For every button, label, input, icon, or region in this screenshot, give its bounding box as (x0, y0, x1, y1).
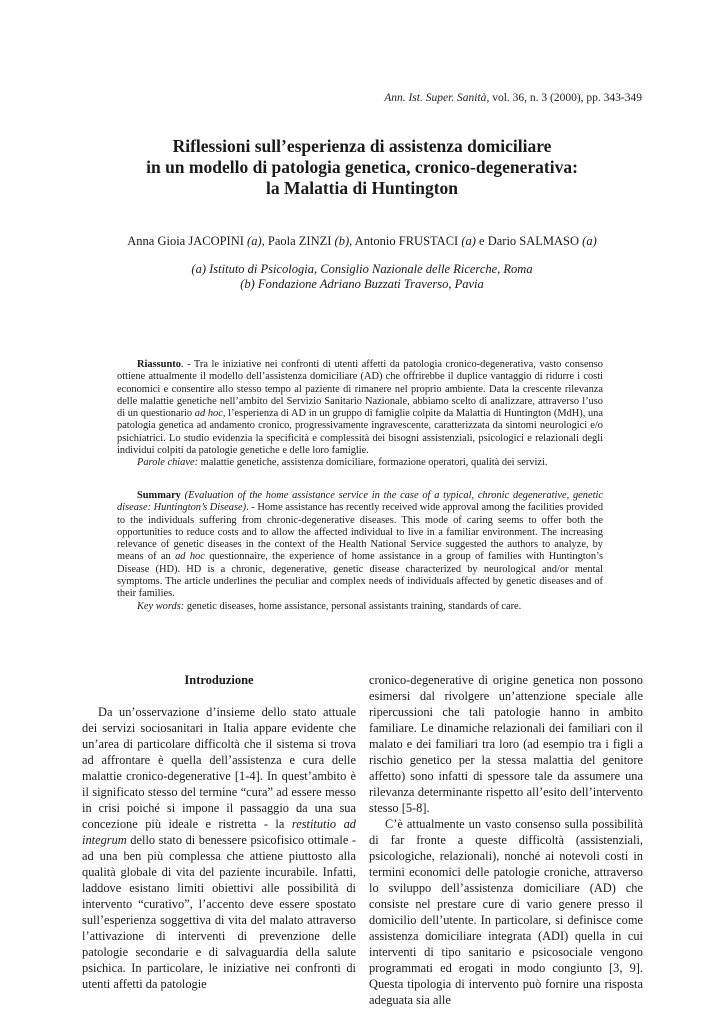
journal-details: , vol. 36, n. 3 (2000), pp. 343-349 (486, 92, 642, 104)
journal-name: Ann. Ist. Super. Sanità (384, 92, 487, 104)
title-line-2: in un modello di patologia genetica, cronico-degenerativa: (146, 157, 578, 177)
intro-paragraph-1 (82, 704, 356, 992)
journal-reference (384, 92, 642, 104)
intro-paragraph-2: C’è attualmente un vasto consenso sulla possibilità di far fronte a queste difficoltà (assistenziali, psicologiche, relazionali), nonché ai notevoli costi in termini economici delle patologie croniche, attraverso lo sviluppo dell’assistenza domiciliare (AD) che consiste nel prestare cure di vario genere presso il domicilio dell’utente. In particolare, si definisce come assistenza domiciliare integrata (ADI) quella in cui interventi di tipo sanitario e psicosociale vengono programmati ed erogati in modo congiunto [3, 9]. Questa tipologia di intervento può fornire una risposta adeguata sia alle (369, 817, 643, 1007)
summary-text-2: questionnaire, the experience of home assistance in a group of families with Huntington’s Disease (HD). HD is a chronic, degenerative, genetic disease characterized by neurological and/or mental symptoms. The article underlines the peculiar and complex needs of individuals affected by genetic diseases and of their families. (117, 551, 603, 600)
summary-body (117, 490, 603, 601)
author-list (40, 234, 684, 249)
intro-paragraph-1-cont: cronico-degenerative di origine genetica non possono esimersi dal rivolgere un’attenzione speciale alle ripercussioni che tali patologie hanno in ambito familiare. Le dinamiche relazionali dei familiari con il malato e dei familiari tra loro (ad esempio tra i figli a rischio genetico per la stessa malattia del genitore affetto) sono infatti di spessore tale da assumere una rilevanza determinante rispetto all’esito dell’intervento stesso [5-8]. (369, 673, 643, 815)
right-column (369, 672, 643, 1008)
article-title (60, 136, 664, 199)
author-4: e Dario SALMASO (475, 234, 583, 248)
affiliation-a: (a) Istituto di Psicologia, Consiglio Nazionale delle Ricerche, Roma (191, 262, 533, 276)
author-4-affiliation: (a) (582, 234, 597, 248)
title-line-3: la Malattia di Huntington (265, 178, 459, 198)
riassunto-italic: ad hoc (194, 408, 223, 420)
affiliation-b: (b) Fondazione Adriano Buzzati Traverso, Pavia (240, 277, 484, 291)
author-1: Anna Gioia JACOPINI (127, 234, 248, 248)
affiliations (40, 262, 684, 292)
author-2-affiliation: (b) (334, 234, 350, 248)
title-line-1: Riflessioni sull’esperienza di assistenza domiciliare (172, 136, 552, 156)
key-words (117, 601, 603, 613)
riassunto-text-2: , l’esperienza di AD in un gruppo di famiglie colpite da Malattia di Huntington (MdH), una patologia genetica ad andamento cronico, progressivamente ingravescente, caratterizzata da sintomi neurologici e/o psichiatrici. Lo studio evidenzia la specificità e complessità dei bisogni assistenziali, psicologici e relazionali degli individui colpiti da patologie genetiche e delle loro famiglie. (117, 408, 603, 457)
parole-chiave-text: malattie genetiche, assistenza domiciliare, formazione operatori, qualità dei servizi. (198, 457, 548, 469)
summary-label: Summary (137, 490, 181, 501)
author-3: , Antonio FRUSTACI (349, 234, 462, 248)
intro-p1-italic: restitutio ad integrum (82, 817, 356, 847)
left-column (82, 672, 356, 992)
summary-italic: ad hoc (175, 551, 205, 563)
parole-chiave-label: Parole chiave: (137, 457, 199, 469)
author-1-affiliation: (a) (247, 234, 262, 248)
riassunto-abstract (117, 359, 603, 470)
riassunto-body (117, 359, 603, 457)
summary-abstract (117, 490, 603, 613)
riassunto-text-1: . - Tra le iniziative nei confronti di utenti affetti da patologia cronico-degenerativa, vasto consenso ottiene attualmente il modello dell’assistenza domiciliare (AD) che offrirebbe il duplice vantaggio di ridurre i costi economici e consentire allo stesso tempo al paziente di rimanere nel proprio ambiente. Data la crescente rilevanza delle malattie genetiche nell’ambito del Servizio Sanitario Nazionale, abbiamo scelto di analizzare, attraverso l’uso di un questionario (117, 359, 603, 420)
key-words-text: genetic diseases, home assistance, personal assistants training, standards of care. (184, 600, 522, 612)
intro-p1-text-a: Da un’osservazione d’insieme dello stato attuale dei servizi sociosanitari in Italia appare evidente che un’area di particolare difficoltà che il sistema si trova ad affrontare è quella dell’assistenza e cura delle malattie cronico-degenerative [1-4]. In quest’ambito è il significato stesso del termine “cura” ad essere messo in crisi poiché si impone il passaggio da una sua concezione più ideale e ristretta - la (82, 705, 356, 831)
summary-text-1: . - Home assistance has recently received wide approval among the facilities provided to the individuals suffering from chronic-degenerative diseases. This mode of caring seems to offer both the opportunities to reduce costs and to allow the affected individual to live in a familiar environment. The increasing relevance of genetic diseases in the context of the Health National Service suggested the authors to analyze, by means of an (117, 502, 604, 563)
author-2: , Paola ZINZI (261, 234, 335, 248)
intro-p1-text-b: dello stato di benessere psicofisico ottimale - ad una ben più complessa che attiene piuttosto alla qualità globale di vita del paziente incurabile. Infatti, laddove esistano limiti obiettivi alle possibilità di intervento “curativo”, l’accento deve essere spostato sull’esperienza soggettiva di vita del malato attraverso l’attivazione di interventi di prevenzione delle patologie secondarie e di salvaguardia della salute psichica. In particolare, le iniziative nei confronti di utenti affetti da patologie (82, 833, 356, 991)
parole-chiave (117, 457, 603, 469)
key-words-label: Key words: (137, 600, 185, 612)
section-heading: Introduzione (184, 673, 254, 687)
riassunto-label: Riassunto (137, 359, 181, 370)
author-3-affiliation: (a) (461, 234, 476, 248)
summary-title: (Evaluation of the home assistance service in the case of a typical, chronic degenerative, genetic disease: Huntington’s Disease) (117, 490, 603, 514)
